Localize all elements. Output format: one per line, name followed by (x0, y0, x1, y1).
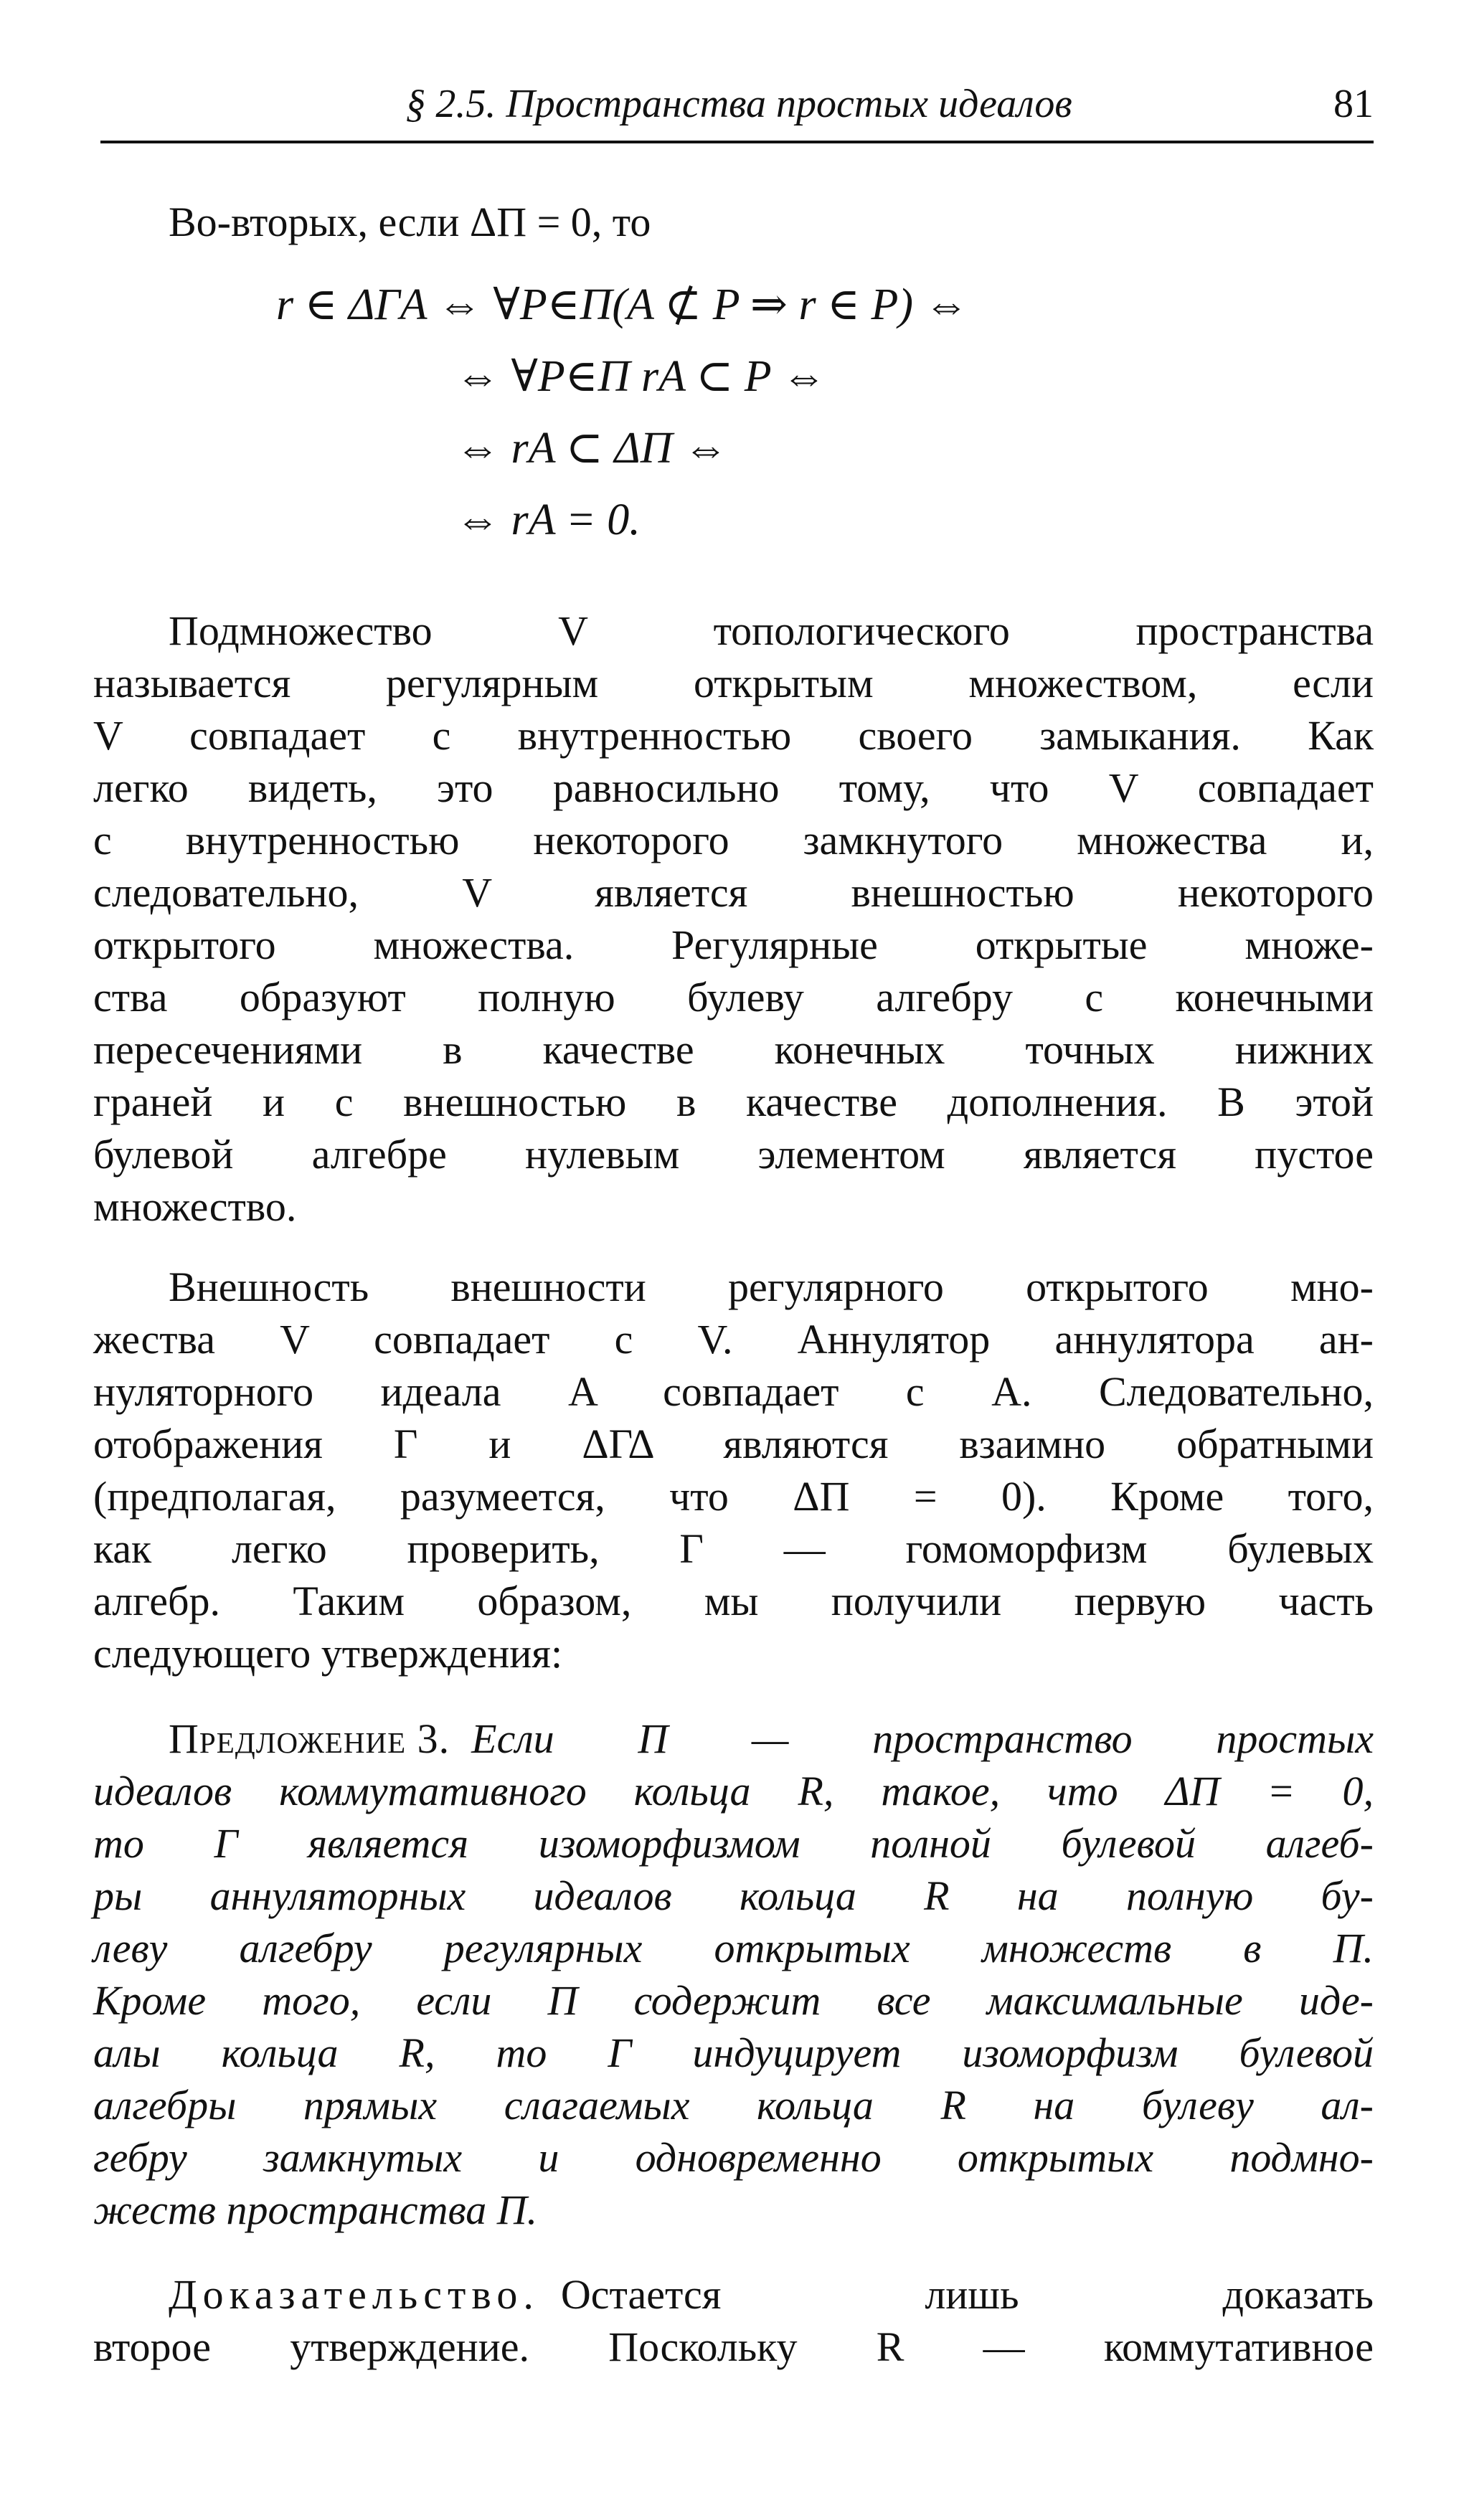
header-divider (100, 141, 1374, 143)
paragraph-line: следующего утверждения: (93, 1630, 563, 1677)
proposition-line: идеалов коммутативного кольца R, такое, что ΔΠ = 0, (93, 1768, 1374, 1814)
equation-line: ⇔ ∀P∈Π rA ⊂ P ⇔ (455, 352, 827, 401)
paragraph-line: нуляторного идеала A совпадает с A. Следовательно, (93, 1368, 1374, 1415)
running-header (100, 75, 1374, 147)
proposition-line: леву алгебру регулярных открытых множеств в Π. (93, 1925, 1374, 1971)
proof-line: второе утверждение. Поскольку R — коммутативное (93, 2324, 1374, 2370)
proposition-line: жеств пространства Π. (93, 2187, 538, 2233)
paragraph-line: булевой алгебре нулевым элементом является пустое (93, 1131, 1374, 1178)
paragraph-line: с внутренностью некоторого замкнутого множества и, (93, 817, 1374, 863)
paragraph-line: множество. (93, 1183, 297, 1230)
paragraph-line: как легко проверить, Γ — гомоморфизм булевых (93, 1525, 1374, 1572)
paragraph-line: граней и с внешностью в качестве дополнения. В этой (93, 1079, 1374, 1125)
paragraph-line: Внешность внешности регулярного открытого мно- (169, 1264, 1374, 1310)
intro-line: Во-вторых, если ΔΠ = 0, то (169, 199, 651, 245)
proof-line: Остается лишь доказать (560, 2271, 1374, 2318)
paragraph-line: Подмножество V топологического пространства (169, 607, 1374, 654)
equation-line: ⇔ rA ⊂ ΔΠ ⇔ (455, 424, 728, 473)
paragraph-line: открытого множества. Регулярные открытые множе- (93, 922, 1374, 968)
proposition-line: Кроме того, если Π содержит все максимальные иде- (93, 1977, 1374, 2024)
proposition-first-line (169, 1714, 1374, 1764)
paragraph-line: жества V совпадает с V. Аннулятор аннулятора ан- (93, 1316, 1374, 1363)
proof-first-line (169, 2270, 1374, 2320)
proposition-line: алы кольца R, то Γ индуцирует изоморфизм булевой (93, 2029, 1374, 2076)
proposition-line: ры аннуляторных идеалов кольца R на полную бу- (93, 1872, 1374, 1919)
paragraph-line: (предполагая, разумеется, что ΔΠ = 0). Кроме того, (93, 1473, 1374, 1520)
section-title: § 2.5. Пространства простых идеалов (405, 82, 1072, 126)
paragraph-line: V совпадает с внутренностью своего замыкания. Как (93, 712, 1374, 759)
paragraph-line: легко видеть, это равносильно тому, что V совпадает (93, 764, 1374, 811)
page-number: 81 (1333, 82, 1374, 126)
equation-line: ⇔ rA = 0. (455, 496, 641, 544)
paragraph-line: отображения Γ и ΔΓΔ являются взаимно обратными (93, 1421, 1374, 1467)
equation-line: r ∈ ΔΓA ⇔ ∀P∈Π(A ⊄ P ⇒ r ∈ P) ⇔ (276, 280, 969, 329)
paragraph-line: пересечениями в качестве конечных точных нижних (93, 1026, 1374, 1073)
proposition-line: то Γ является изоморфизмом полной булевой алгеб- (93, 1820, 1374, 1867)
paragraph-line: следовательно, V является внешностью некоторого (93, 869, 1374, 916)
proposition-line: гебру замкнутых и одновременно открытых подмно- (93, 2134, 1374, 2181)
proposition-line: алгебры прямых слагаемых кольца R на булеву ал- (93, 2082, 1374, 2128)
paragraph-line: алгебр. Таким образом, мы получили первую часть (93, 1578, 1374, 1624)
proof-label: Доказательство. (169, 2271, 539, 2318)
proposition-label: Предложение 3. (169, 1715, 450, 1762)
proposition-line: Если Π — пространство простых (471, 1715, 1374, 1762)
paragraph-line: называется регулярным открытым множеством, если (93, 660, 1374, 706)
paragraph-line: ства образуют полную булеву алгебру с конечными (93, 974, 1374, 1020)
